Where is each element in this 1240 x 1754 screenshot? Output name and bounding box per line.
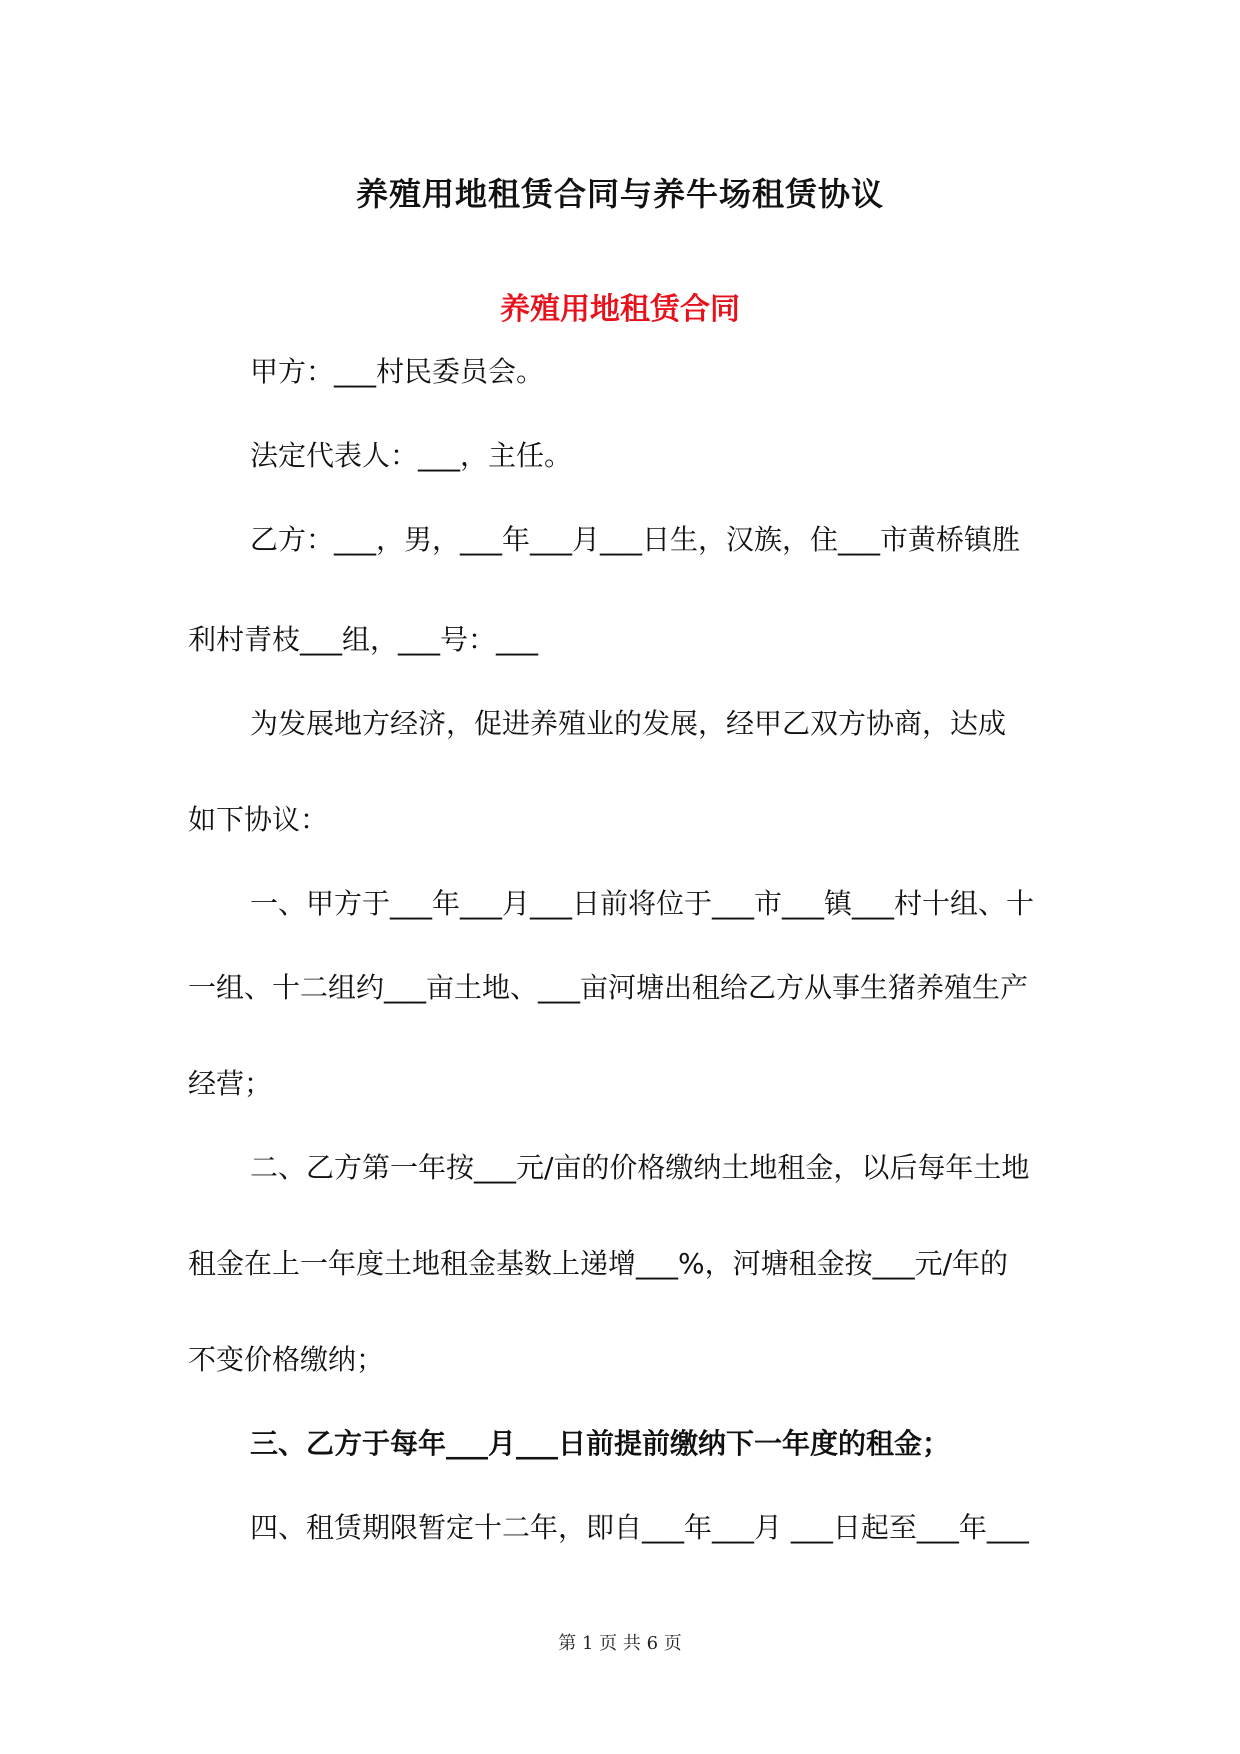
preamble-line-cont: 如下协议： — [188, 803, 329, 836]
clause-2-line: 二、乙方第一年按___元/亩的价格缴纳土地租金，以后每年土地 — [250, 1151, 1030, 1184]
clause-2-line-end: 不变价格缴纳； — [188, 1343, 385, 1376]
section-title: 养殖用地租赁合同 — [500, 292, 740, 327]
preamble-line: 为发展地方经济，促进养殖业的发展，经甲乙双方协商，达成 — [250, 707, 1007, 740]
page-footer: 第 1 页 共 6 页 — [558, 1633, 682, 1654]
party-b-line-cont: 利村青枝___组，___号：___ — [188, 623, 539, 656]
clause-3-line: 三、乙方于每年___月___日前提前缴纳下一年度的租金； — [250, 1427, 951, 1460]
clause-1-line-cont: 一组、十二组约___亩土地、___亩河塘出租给乙方从事生猪养殖生产 — [188, 971, 1029, 1004]
clause-4-line: 四、租赁期限暂定十二年，即自___年___月 ___日起至___年___ — [250, 1511, 1029, 1544]
party-b-line: 乙方：___，男，___年___月___日生，汉族，住___市黄桥镇胜 — [250, 523, 1021, 556]
party-a-line: 甲方：___村民委员会。 — [250, 355, 545, 388]
clause-1-line: 一、甲方于___年___月___日前将位于___市___镇___村十组、十 — [250, 887, 1035, 920]
document-title: 养殖用地租赁合同与养牛场租赁协议 — [355, 175, 884, 213]
clause-2-line-cont: 租金在上一年度土地租金基数上递增___%，河塘租金按___元/年的 — [188, 1247, 1009, 1280]
clause-1-line-end: 经营； — [188, 1067, 273, 1100]
legal-representative-line: 法定代表人：___，主任。 — [250, 439, 573, 472]
